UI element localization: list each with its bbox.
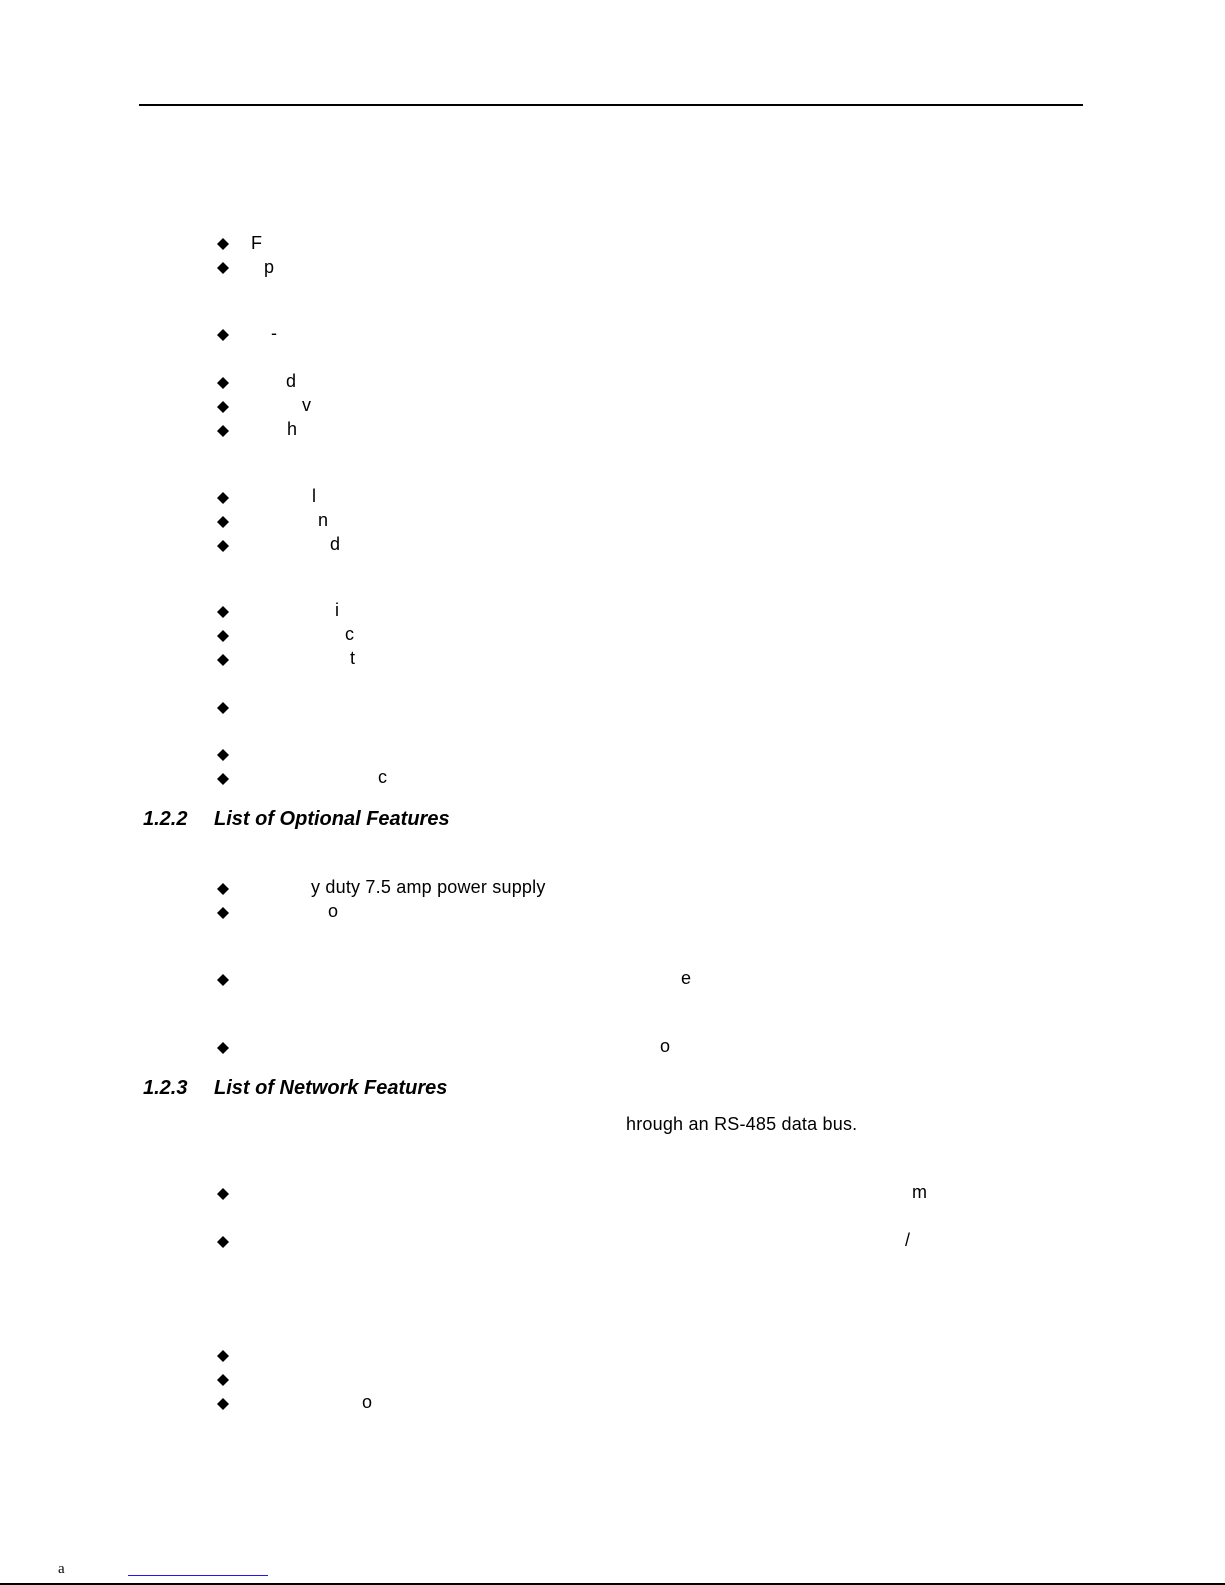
list-item-fragment: / — [905, 1230, 911, 1250]
list-item-fragment: y duty 7.5 amp power supply — [311, 877, 546, 897]
diamond-bullet-icon — [217, 377, 229, 389]
list-item-fragment: m — [912, 1182, 928, 1202]
paragraph-fragment: hrough an RS-485 data bus. — [626, 1114, 858, 1134]
diamond-bullet-icon — [217, 329, 229, 341]
list-item-fragment: c — [378, 767, 388, 787]
list-item-fragment: i — [335, 600, 340, 620]
diamond-bullet-icon — [217, 606, 229, 618]
section-number: 1.2.3 — [143, 1077, 188, 1099]
diamond-bullet-icon — [217, 238, 229, 250]
list-item-fragment: c — [345, 624, 355, 644]
footer-character: a — [58, 1561, 65, 1577]
list-item-fragment: h — [287, 419, 298, 439]
list-item-fragment: n — [318, 510, 329, 530]
diamond-bullet-icon — [217, 1236, 229, 1248]
diamond-bullet-icon — [217, 516, 229, 528]
list-item-fragment: l — [312, 486, 317, 506]
diamond-bullet-icon — [217, 630, 229, 642]
diamond-bullet-icon — [217, 1350, 229, 1362]
list-item-fragment: t — [350, 648, 356, 668]
section-number: 1.2.2 — [143, 808, 188, 830]
section-heading — [143, 1076, 447, 1100]
footer-link-underline[interactable] — [128, 1575, 268, 1576]
diamond-bullet-icon — [217, 907, 229, 919]
diamond-bullet-icon — [217, 425, 229, 437]
diamond-bullet-icon — [217, 1188, 229, 1200]
section-heading — [143, 807, 450, 831]
section-title: List of Optional Features — [214, 808, 450, 830]
list-item-fragment: - — [271, 323, 278, 343]
list-item-fragment: o — [362, 1392, 373, 1412]
list-item-fragment: o — [660, 1036, 671, 1056]
diamond-bullet-icon — [217, 883, 229, 895]
diamond-bullet-icon — [217, 773, 229, 785]
diamond-bullet-icon — [217, 749, 229, 761]
diamond-bullet-icon — [217, 262, 229, 274]
list-item-fragment: F — [251, 233, 263, 253]
list-item-fragment: o — [328, 901, 339, 921]
diamond-bullet-icon — [217, 1042, 229, 1054]
diamond-bullet-icon — [217, 401, 229, 413]
diamond-bullet-icon — [217, 1398, 229, 1410]
list-item-fragment: v — [302, 395, 312, 415]
diamond-bullet-icon — [217, 492, 229, 504]
list-item-fragment: d — [286, 371, 297, 391]
list-item-fragment: d — [330, 534, 341, 554]
diamond-bullet-icon — [217, 1374, 229, 1386]
diamond-bullet-icon — [217, 702, 229, 714]
diamond-bullet-icon — [217, 540, 229, 552]
diamond-bullet-icon — [217, 654, 229, 666]
section-title: List of Network Features — [214, 1077, 448, 1099]
list-item-fragment: p — [264, 257, 275, 277]
diamond-bullet-icon — [217, 974, 229, 986]
list-item-fragment: e — [681, 968, 692, 988]
header-rule — [139, 104, 1083, 106]
